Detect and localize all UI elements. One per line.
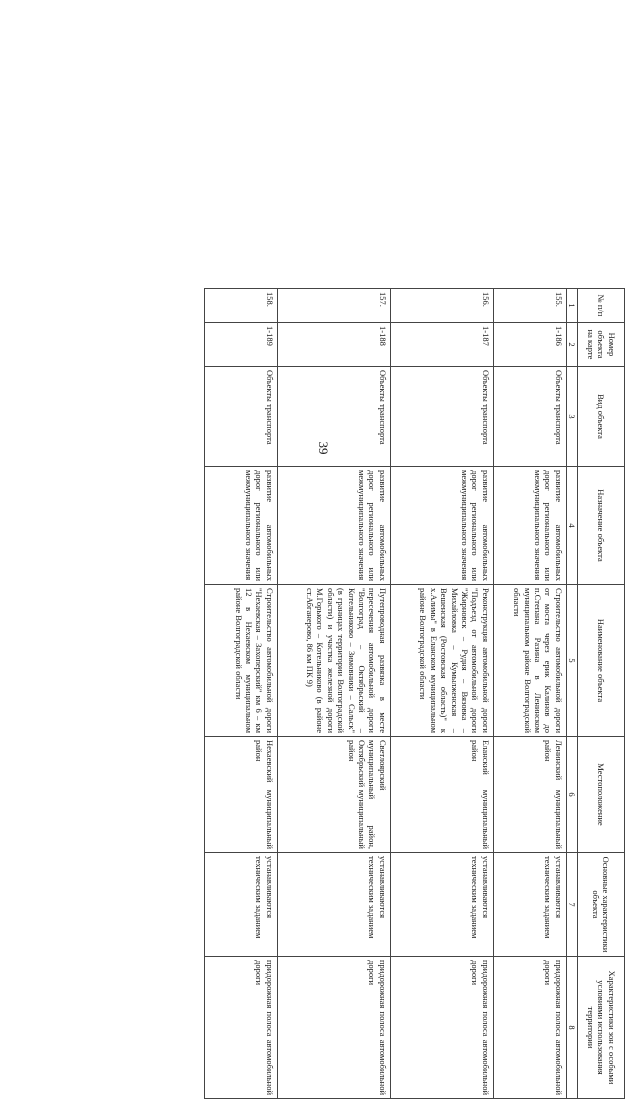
column-number: 8 — [566, 957, 577, 1099]
object-characteristics: устанавливаются техническим заданием — [204, 853, 277, 957]
row-number: 155. — [493, 289, 566, 323]
header-cell: Наименование объекта — [578, 585, 625, 737]
row-number: 158. — [204, 289, 277, 323]
object-name: Реконструкция автомобильной дороги "Подъезд от автомобильной дороги "Жирновск – Рудня – Вязовка – Михайловка – Кумылженская – Вешенская (Ростовская область)" к х.Алимы" в Еланском муниципальном районе Волгоградской области — [390, 585, 493, 737]
column-number: 5 — [566, 585, 577, 737]
column-number: 3 — [566, 367, 577, 467]
table-row — [390, 289, 493, 1099]
objects-table — [204, 288, 625, 1099]
column-number: 4 — [566, 467, 577, 585]
row-number: 156. — [390, 289, 493, 323]
object-location: Светлоярский муниципальный район, Октябрьский муниципальный район — [277, 737, 390, 853]
object-name: Строительство автомобильной дороги "Нехаевская – Захоперский" км 6 – км 12 в Нехаевском муниципальном районе Волгоградской области — [204, 585, 277, 737]
page-number: 39 — [316, 441, 331, 455]
object-purpose: развитие автомобильных дорог регионального или межмуниципального значения — [390, 467, 493, 585]
object-kind: Объекты транспорта — [277, 367, 390, 467]
header-cell: Вид объекта — [578, 367, 625, 467]
map-number: 1-187 — [390, 323, 493, 367]
object-location: Нехаевский муниципальный район — [204, 737, 277, 853]
object-zones: придорожная полоса автомобильной дороги — [493, 957, 566, 1099]
object-name: Строительство автомобильной дороги от моста через ерик Калинов до п.Степана Разина в Ленинском муниципальном районе Волгоградской области — [493, 585, 566, 737]
table-row — [204, 289, 277, 1099]
object-purpose: развитие автомобильных дорог регионального или межмуниципального значения — [204, 467, 277, 585]
map-number: 1-186 — [493, 323, 566, 367]
object-characteristics: устанавливаются техническим заданием — [390, 853, 493, 957]
object-characteristics: устанавливаются техническим заданием — [277, 853, 390, 957]
column-number: 1 — [566, 289, 577, 323]
object-name: Путепроводная развязка в месте пересечения автомобильной дороги "Волгоград – Октябрьский – Котельниково – Зимовники – Сальск" (в границах территории Волгоградской области) и участка железной дороги М.Горького – Котельниково (в районе ст.Абганерово, 86 км ПК 9) — [277, 585, 390, 737]
header-cell: Назначение объекта — [578, 467, 625, 585]
object-kind: Объекты транспорта — [493, 367, 566, 467]
object-zones: придорожная полоса автомобильной дороги — [390, 957, 493, 1099]
column-number-row — [566, 289, 577, 1099]
object-location: Еланский муниципальный район — [390, 737, 493, 853]
object-kind: Объекты транспорта — [390, 367, 493, 467]
column-number: 2 — [566, 323, 577, 367]
rotated-table-container — [115, 288, 625, 1098]
header-cell: Характеристики зон с особыми условиями использования территории — [578, 957, 625, 1099]
object-kind: Объекты транспорта — [204, 367, 277, 467]
object-location: Ленинский муниципальный район — [493, 737, 566, 853]
object-characteristics: устанавливаются техническим заданием — [493, 853, 566, 957]
header-row — [578, 289, 625, 1099]
header-cell: Номер объекта на карте — [578, 323, 625, 367]
column-number: 7 — [566, 853, 577, 957]
column-number: 6 — [566, 737, 577, 853]
map-number: 1-188 — [277, 323, 390, 367]
object-purpose: развитие автомобильных дорог регионального или межмуниципального значения — [277, 467, 390, 585]
object-zones: придорожная полоса автомобильной дороги — [277, 957, 390, 1099]
object-zones: придорожная полоса автомобильной дороги — [204, 957, 277, 1099]
header-cell: Местоположение — [578, 737, 625, 853]
header-cell: № п/п — [578, 289, 625, 323]
map-number: 1-189 — [204, 323, 277, 367]
object-purpose: развитие автомобильных дорог регионального или межмуниципального значения — [493, 467, 566, 585]
table-row — [277, 289, 390, 1099]
header-cell: Основные характеристики объекта — [578, 853, 625, 957]
row-number: 157. — [277, 289, 390, 323]
table-row — [493, 289, 566, 1099]
